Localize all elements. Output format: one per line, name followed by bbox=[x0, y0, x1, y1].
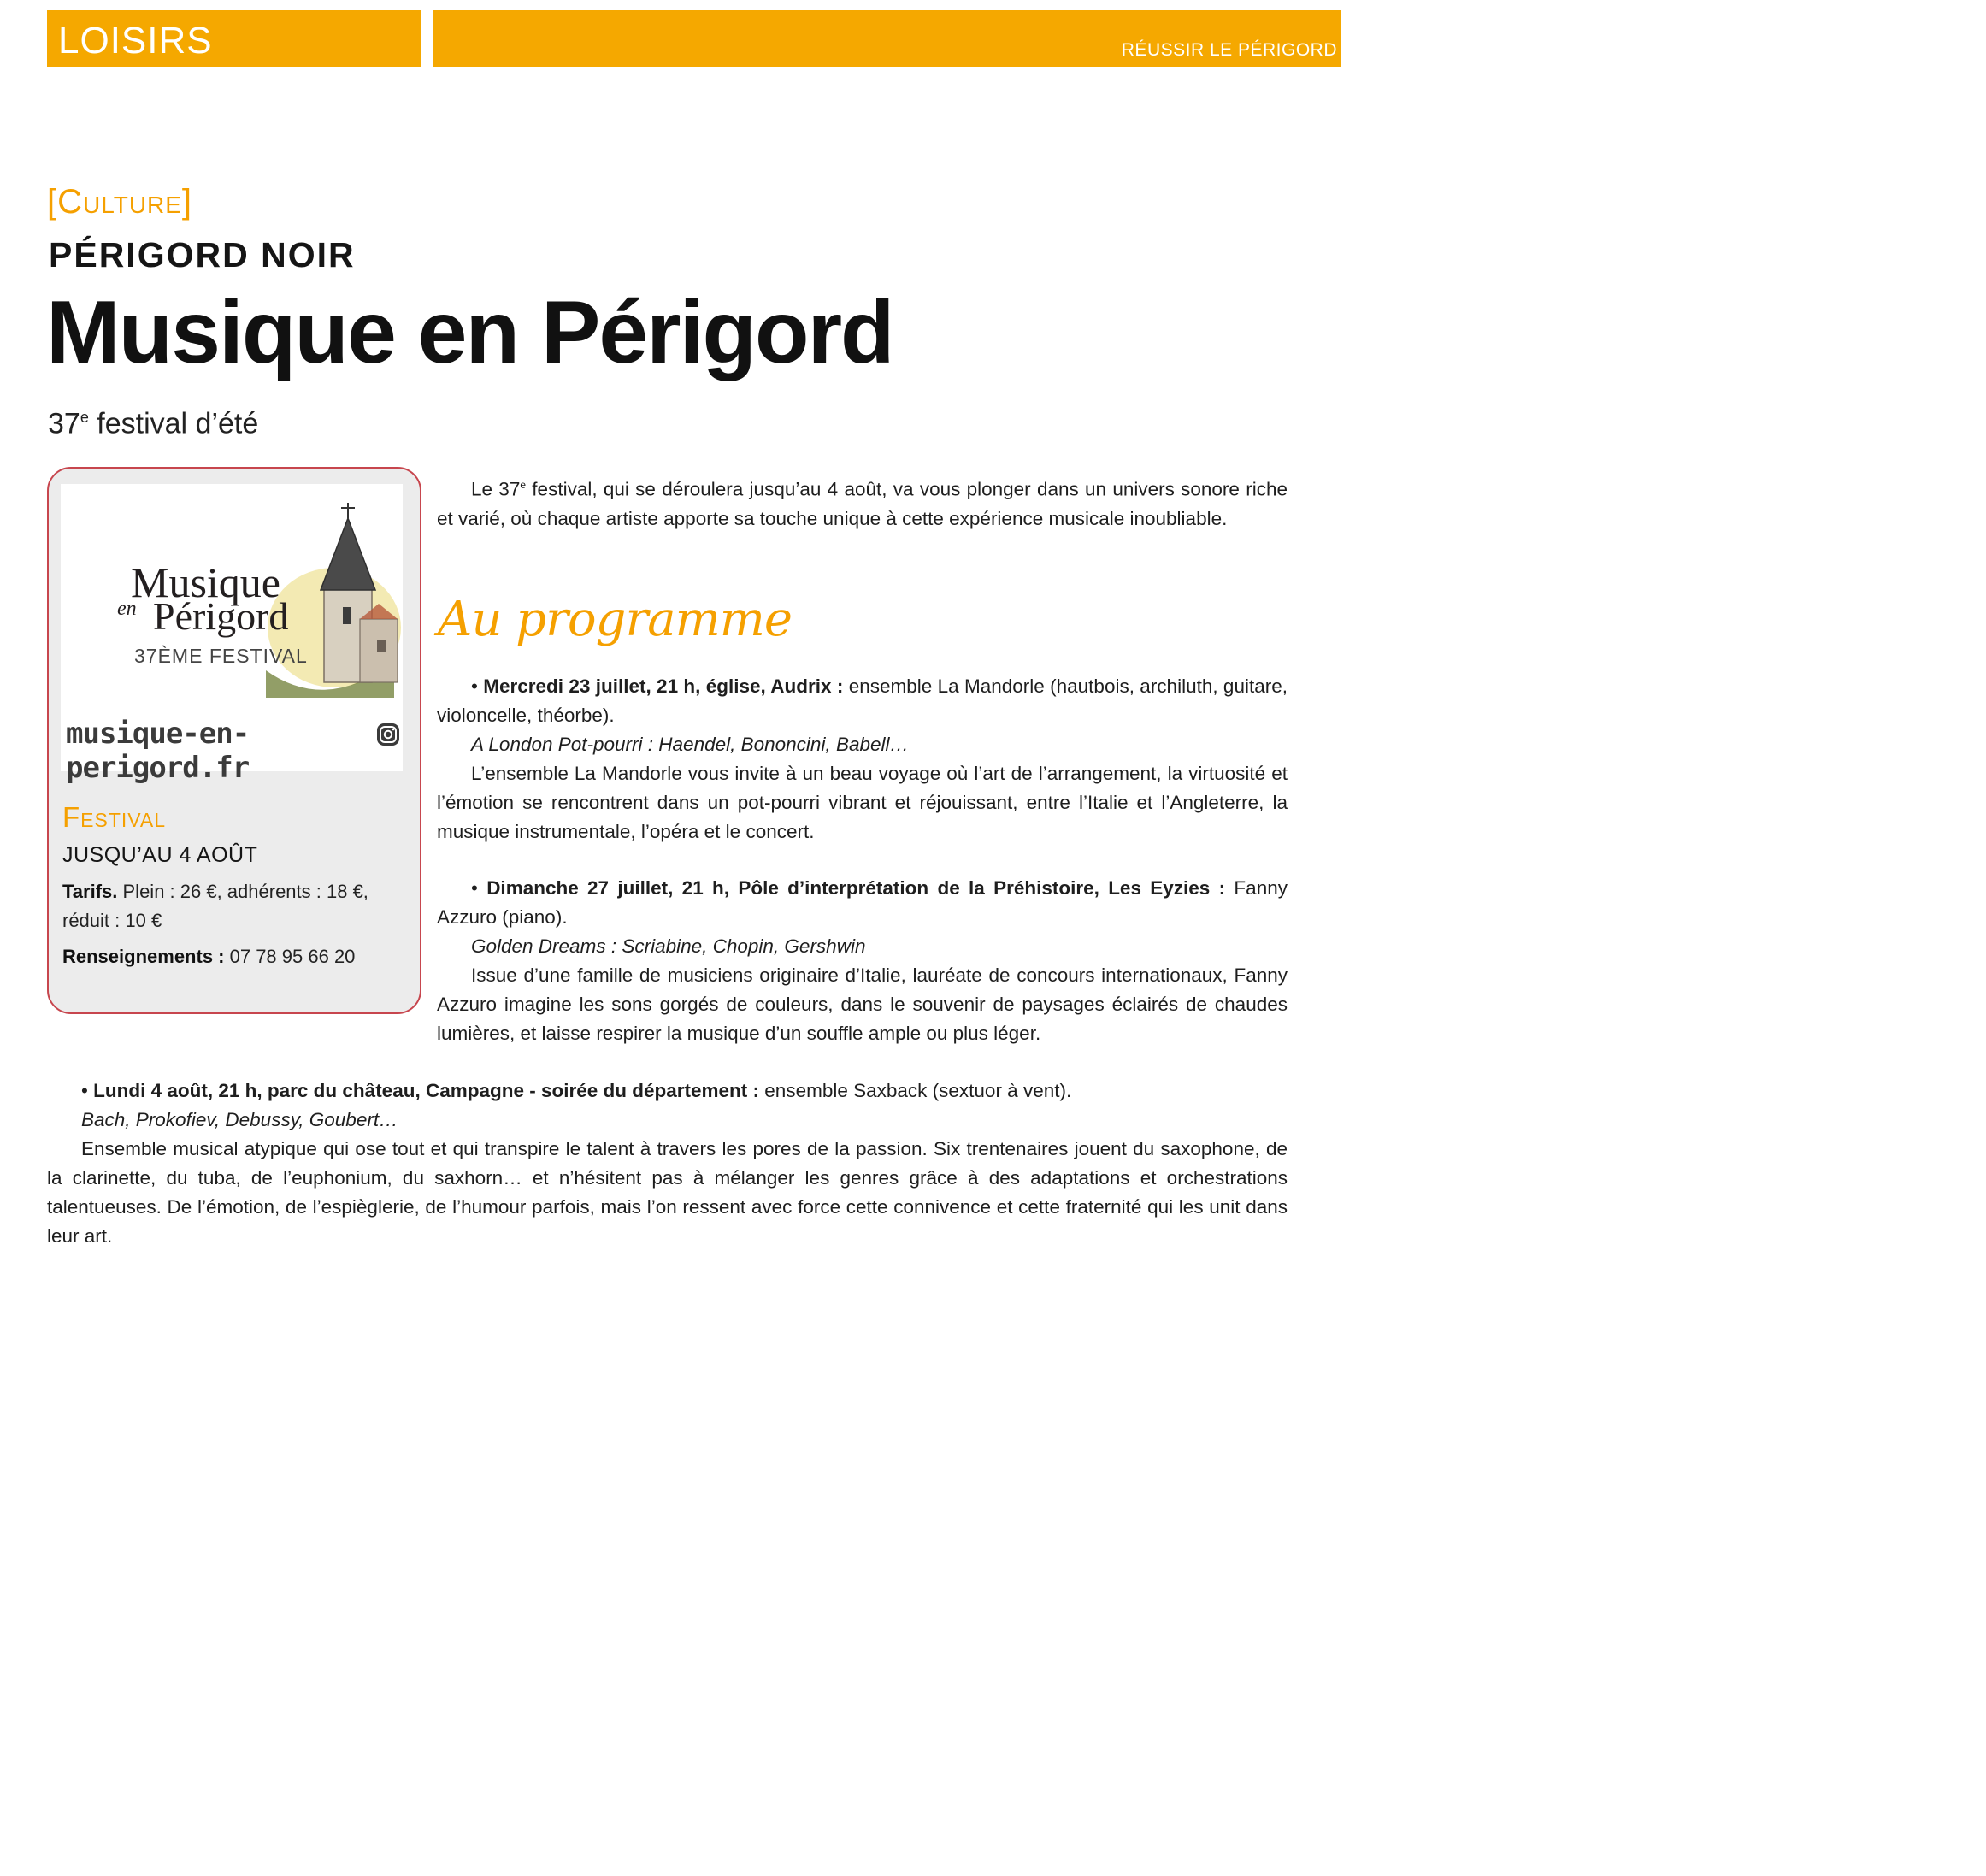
intro-paragraph bbox=[437, 470, 1288, 534]
event-works: A London Pot-pourri : Haendel, Bononcini, Babell… bbox=[471, 734, 909, 755]
box-heading: Festival bbox=[62, 801, 167, 833]
info-label: Renseignements : bbox=[62, 946, 225, 967]
event-lineup: Fanny Azzuro (piano). bbox=[437, 877, 1288, 928]
tarifs-line bbox=[62, 877, 404, 935]
event-bullet: • bbox=[471, 877, 487, 899]
intro-text: festival, qui se déroulera jusqu’au 4 août, va vous plonger dans un univers sonore riche et varié, où chaque artiste apporte sa touche unique à cette expérience musicale inoubliable. bbox=[437, 478, 1288, 529]
event-works: Bach, Prokofiev, Debussy, Goubert… bbox=[81, 1109, 398, 1130]
tarifs-label: Tarifs. bbox=[62, 881, 118, 902]
event-bullet: • bbox=[471, 675, 484, 697]
subtitle-text: festival d’été bbox=[88, 407, 259, 440]
event-bullet: • bbox=[81, 1080, 94, 1101]
event-works: Golden Dreams : Scriabine, Chopin, Gershwin bbox=[471, 935, 866, 957]
intro-start: Le 37 bbox=[471, 478, 521, 500]
intro-sup: e bbox=[520, 479, 527, 491]
event-lineup: ensemble Saxback (sextuor à vent). bbox=[759, 1080, 1072, 1101]
subtitle-number: 37 bbox=[48, 407, 80, 440]
instagram-icon[interactable] bbox=[375, 722, 401, 747]
event-2 bbox=[437, 874, 1288, 1048]
event-description: Issue d’une famille de musiciens originaire d’Italie, lauréate de concours internationaux, Fanny Azzuro imagine les sons gorgés de couleurs, dans le souvenir de paysages éclairés de chaudes lumières, et laisse respirer la musique d’un souffle ample ou plus léger. bbox=[437, 965, 1288, 1044]
rubric-label: LOISIRS bbox=[58, 20, 213, 62]
article-subtitle bbox=[48, 398, 258, 442]
article-title: Musique en Périgord bbox=[46, 283, 893, 382]
logo-festival-edition: 37ÈME FESTIVAL bbox=[134, 645, 308, 667]
event-heading: Mercredi 23 juillet, 21 h, église, Audrix : bbox=[483, 675, 844, 697]
logo-musique: Musique bbox=[131, 558, 280, 606]
logo-en: en bbox=[117, 598, 137, 620]
subtitle-sup: e bbox=[80, 409, 89, 426]
festival-logo bbox=[61, 484, 403, 785]
event-description: Ensemble musical atypique qui ose tout et qui transpire le talent à travers les pores de la passion. Six trentenaires jouent du saxophone, de la clarinette, du tuba, de l’euphonium, du saxhorn… et n’hésitent pas à mélanger les genres grâce à des adaptations et orchestrations talentueuses. De l’émotion, de l’espièglerie, de l’humour parfois, mais l’on ressent avec force cette connivence et cette fraternité qui les unit dans leur art. bbox=[47, 1138, 1288, 1247]
tarifs-text: Plein : 26 €, adhérents : 18 €, réduit : 10 € bbox=[62, 881, 368, 931]
event-lineup: ensemble La Mandorle (hautbois, archiluth, guitare, violoncelle, théorbe). bbox=[437, 675, 1288, 726]
event-description: L’ensemble La Mandorle vous invite à un beau voyage où l’art de l’arrangement, la virtuosité et l’émotion se rencontrent dans un pot-pourri vibrant et réjouissant, entre l’Italie et l’Angleterre, la musique instrumentale, l’opéra et le concert. bbox=[437, 763, 1288, 842]
logo-perigord: Périgord bbox=[153, 594, 289, 638]
publication-name: RÉUSSIR LE PÉRIGORD bbox=[1121, 40, 1337, 60]
phone-number: 07 78 95 66 20 bbox=[224, 946, 356, 967]
region-label: PÉRIGORD NOIR bbox=[49, 235, 356, 274]
event-3 bbox=[47, 1077, 1288, 1251]
website-url[interactable]: musique-en-perigord.fr bbox=[66, 717, 250, 785]
section-kicker: [Culture] bbox=[47, 183, 193, 221]
festival-dates: JUSQU’AU 4 AOÛT bbox=[62, 843, 258, 867]
event-heading: Lundi 4 août, 21 h, parc du château, Campagne - soirée du département : bbox=[93, 1080, 760, 1101]
info-line bbox=[62, 942, 404, 971]
programme-heading: Au programme bbox=[438, 592, 792, 647]
event-1 bbox=[437, 672, 1288, 847]
festival-info-box bbox=[47, 467, 421, 1014]
event-heading: Dimanche 27 juillet, 21 h, Pôle d’interprétation de la Préhistoire, Les Eyzies : bbox=[486, 877, 1226, 899]
